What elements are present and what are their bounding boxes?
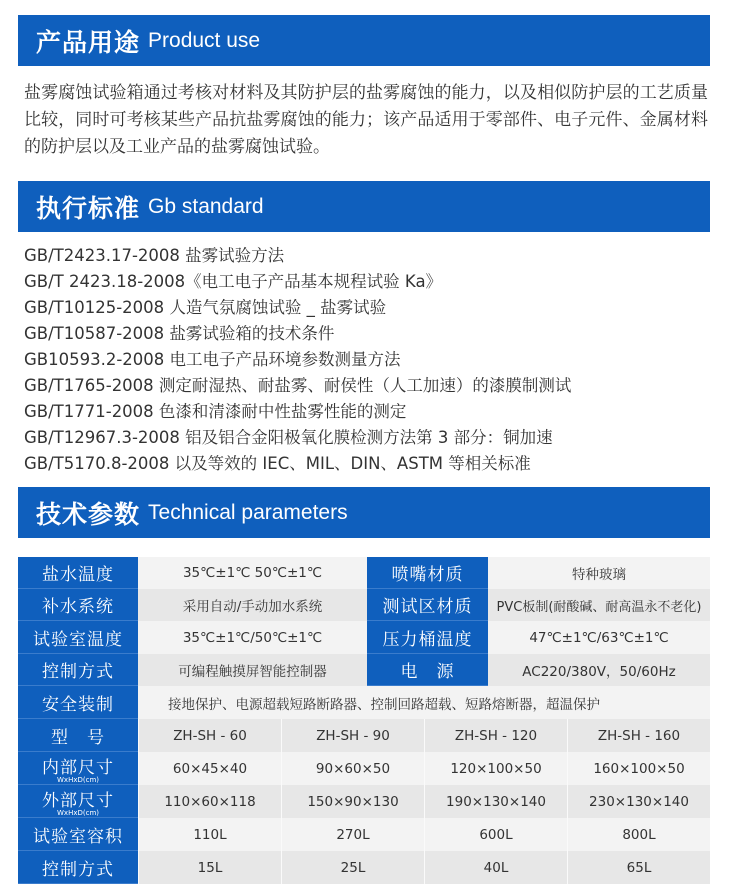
param-label	[18, 785, 138, 818]
model-value: 120×100×50	[424, 752, 567, 785]
param-value: 47℃±1℃/63℃±1℃	[529, 629, 669, 646]
param-label	[18, 752, 138, 785]
model-value: ZH-SH - 60	[138, 719, 281, 752]
label-text: 型 号	[51, 727, 105, 748]
model-value: 150×90×130	[281, 785, 424, 818]
model-value: 800L	[567, 818, 710, 851]
model-value: 270L	[281, 818, 424, 851]
model-value: 230×130×140	[567, 785, 710, 818]
table-row-safety	[18, 686, 710, 719]
param-label: 盐水温度	[18, 557, 138, 589]
section-title-en: Technical parameters	[148, 500, 348, 524]
param-label: 电 源	[367, 654, 488, 686]
standard-item: GB10593.2-2008 电工电子产品环境参数测量方法	[24, 350, 401, 369]
table-row	[18, 654, 710, 686]
param-label: 压力桶温度	[367, 621, 488, 654]
table-row	[18, 557, 710, 589]
label-text: 内部尺寸	[42, 757, 114, 778]
param-value: 可编程触摸屏智能控制器	[178, 664, 327, 680]
param-value: AC220/380V，50/60Hz	[522, 664, 676, 680]
param-label: 试验室温度	[18, 621, 138, 654]
section-title-zh: 技术参数	[36, 499, 141, 529]
standard-item: GB/T5170.8-2008 以及等效的 IEC、MIL、DIN、ASTM 等相关标准	[24, 454, 531, 473]
section-title-en: Gb standard	[148, 194, 264, 218]
param-label: 喷嘴材质	[367, 557, 488, 589]
standards-list	[24, 243, 714, 477]
table-row-model	[18, 719, 710, 752]
model-value: ZH-SH - 120	[424, 719, 567, 752]
param-label	[18, 851, 138, 884]
model-value: 25L	[281, 851, 424, 884]
tech-params-table	[18, 557, 710, 884]
param-value: 采用自动/手动加水系统	[182, 599, 323, 615]
label-subtext: WxHxD(cm)	[57, 808, 99, 817]
model-value: 190×130×140	[424, 785, 567, 818]
param-value: 35℃±1℃/50℃±1℃	[182, 629, 323, 646]
param-label: 测试区材质	[367, 589, 488, 621]
param-label: 补水系统	[18, 589, 138, 621]
param-value: 特种玻璃	[572, 567, 626, 583]
table-row-volume	[18, 818, 710, 851]
label-text: 控制方式	[42, 859, 114, 880]
model-value: ZH-SH - 160	[567, 719, 710, 752]
table-row-inner-size	[18, 752, 710, 785]
param-label: 安全装制	[18, 686, 138, 719]
table-row	[18, 621, 710, 654]
model-value: 90×60×50	[281, 752, 424, 785]
model-value: 110L	[138, 818, 281, 851]
standard-item: GB/T12967.3-2008 铝及铝合金阳极氧化膜检测方法第 3 部分：铜加速	[24, 428, 553, 447]
param-label: 控制方式	[18, 654, 138, 686]
label-text: 试验室容积	[33, 826, 123, 847]
table-row-outer-size	[18, 785, 710, 818]
table-row-control	[18, 851, 710, 884]
section-title-en: Product use	[148, 28, 261, 52]
standard-item: GB/T 2423.18-2008《电工电子产品基本规程试验 Ka》	[24, 272, 443, 291]
param-value: 35℃±1℃ 50℃±1℃	[182, 565, 323, 581]
tech-params-header	[18, 487, 710, 538]
model-value: 600L	[424, 818, 567, 851]
param-value: PVC板制(耐酸碱、耐高温永不老化)	[496, 599, 702, 615]
standards-header	[18, 181, 710, 232]
section-title-zh: 执行标准	[36, 193, 141, 223]
standard-item: GB/T10125-2008 人造气氛腐蚀试验 _ 盐雾试验	[24, 298, 387, 317]
model-value: 65L	[567, 851, 710, 884]
model-value: 60×45×40	[138, 752, 281, 785]
model-value: 15L	[138, 851, 281, 884]
param-label	[18, 719, 138, 752]
label-subtext: WxHxD(cm)	[57, 775, 99, 784]
model-value: 40L	[424, 851, 567, 884]
section-title-zh: 产品用途	[36, 27, 141, 57]
model-value: 110×60×118	[138, 785, 281, 818]
model-value: 160×100×50	[567, 752, 710, 785]
model-value: ZH-SH - 90	[281, 719, 424, 752]
param-label	[18, 818, 138, 851]
label-text: 外部尺寸	[42, 790, 114, 811]
table-row	[18, 589, 710, 621]
standard-item: GB/T1765-2008 测定耐湿热、耐盐雾、耐侯性（人工加速）的漆膜制测试	[24, 376, 572, 395]
standard-item: GB/T1771-2008 色漆和清漆耐中性盐雾性能的测定	[24, 402, 407, 421]
standard-item: GB/T10587-2008 盐雾试验箱的技术条件	[24, 324, 335, 343]
param-value: 接地保护、电源超载短路断路器、控制回路超载、短路熔断器，超温保护	[168, 696, 600, 713]
product-use-header	[18, 15, 710, 66]
standard-item: GB/T2423.17-2008 盐雾试验方法	[24, 246, 285, 265]
product-use-description: 盐雾腐蚀试验箱通过考核对材料及其防护层的盐雾腐蚀的能力，以及相似防护层的工艺质量比较，同时可考核某些产品抗盐雾腐蚀的能力；该产品适用于零部件、电子元件、金属材料的防护层以及工业产品的盐雾腐蚀试验。	[24, 83, 708, 157]
